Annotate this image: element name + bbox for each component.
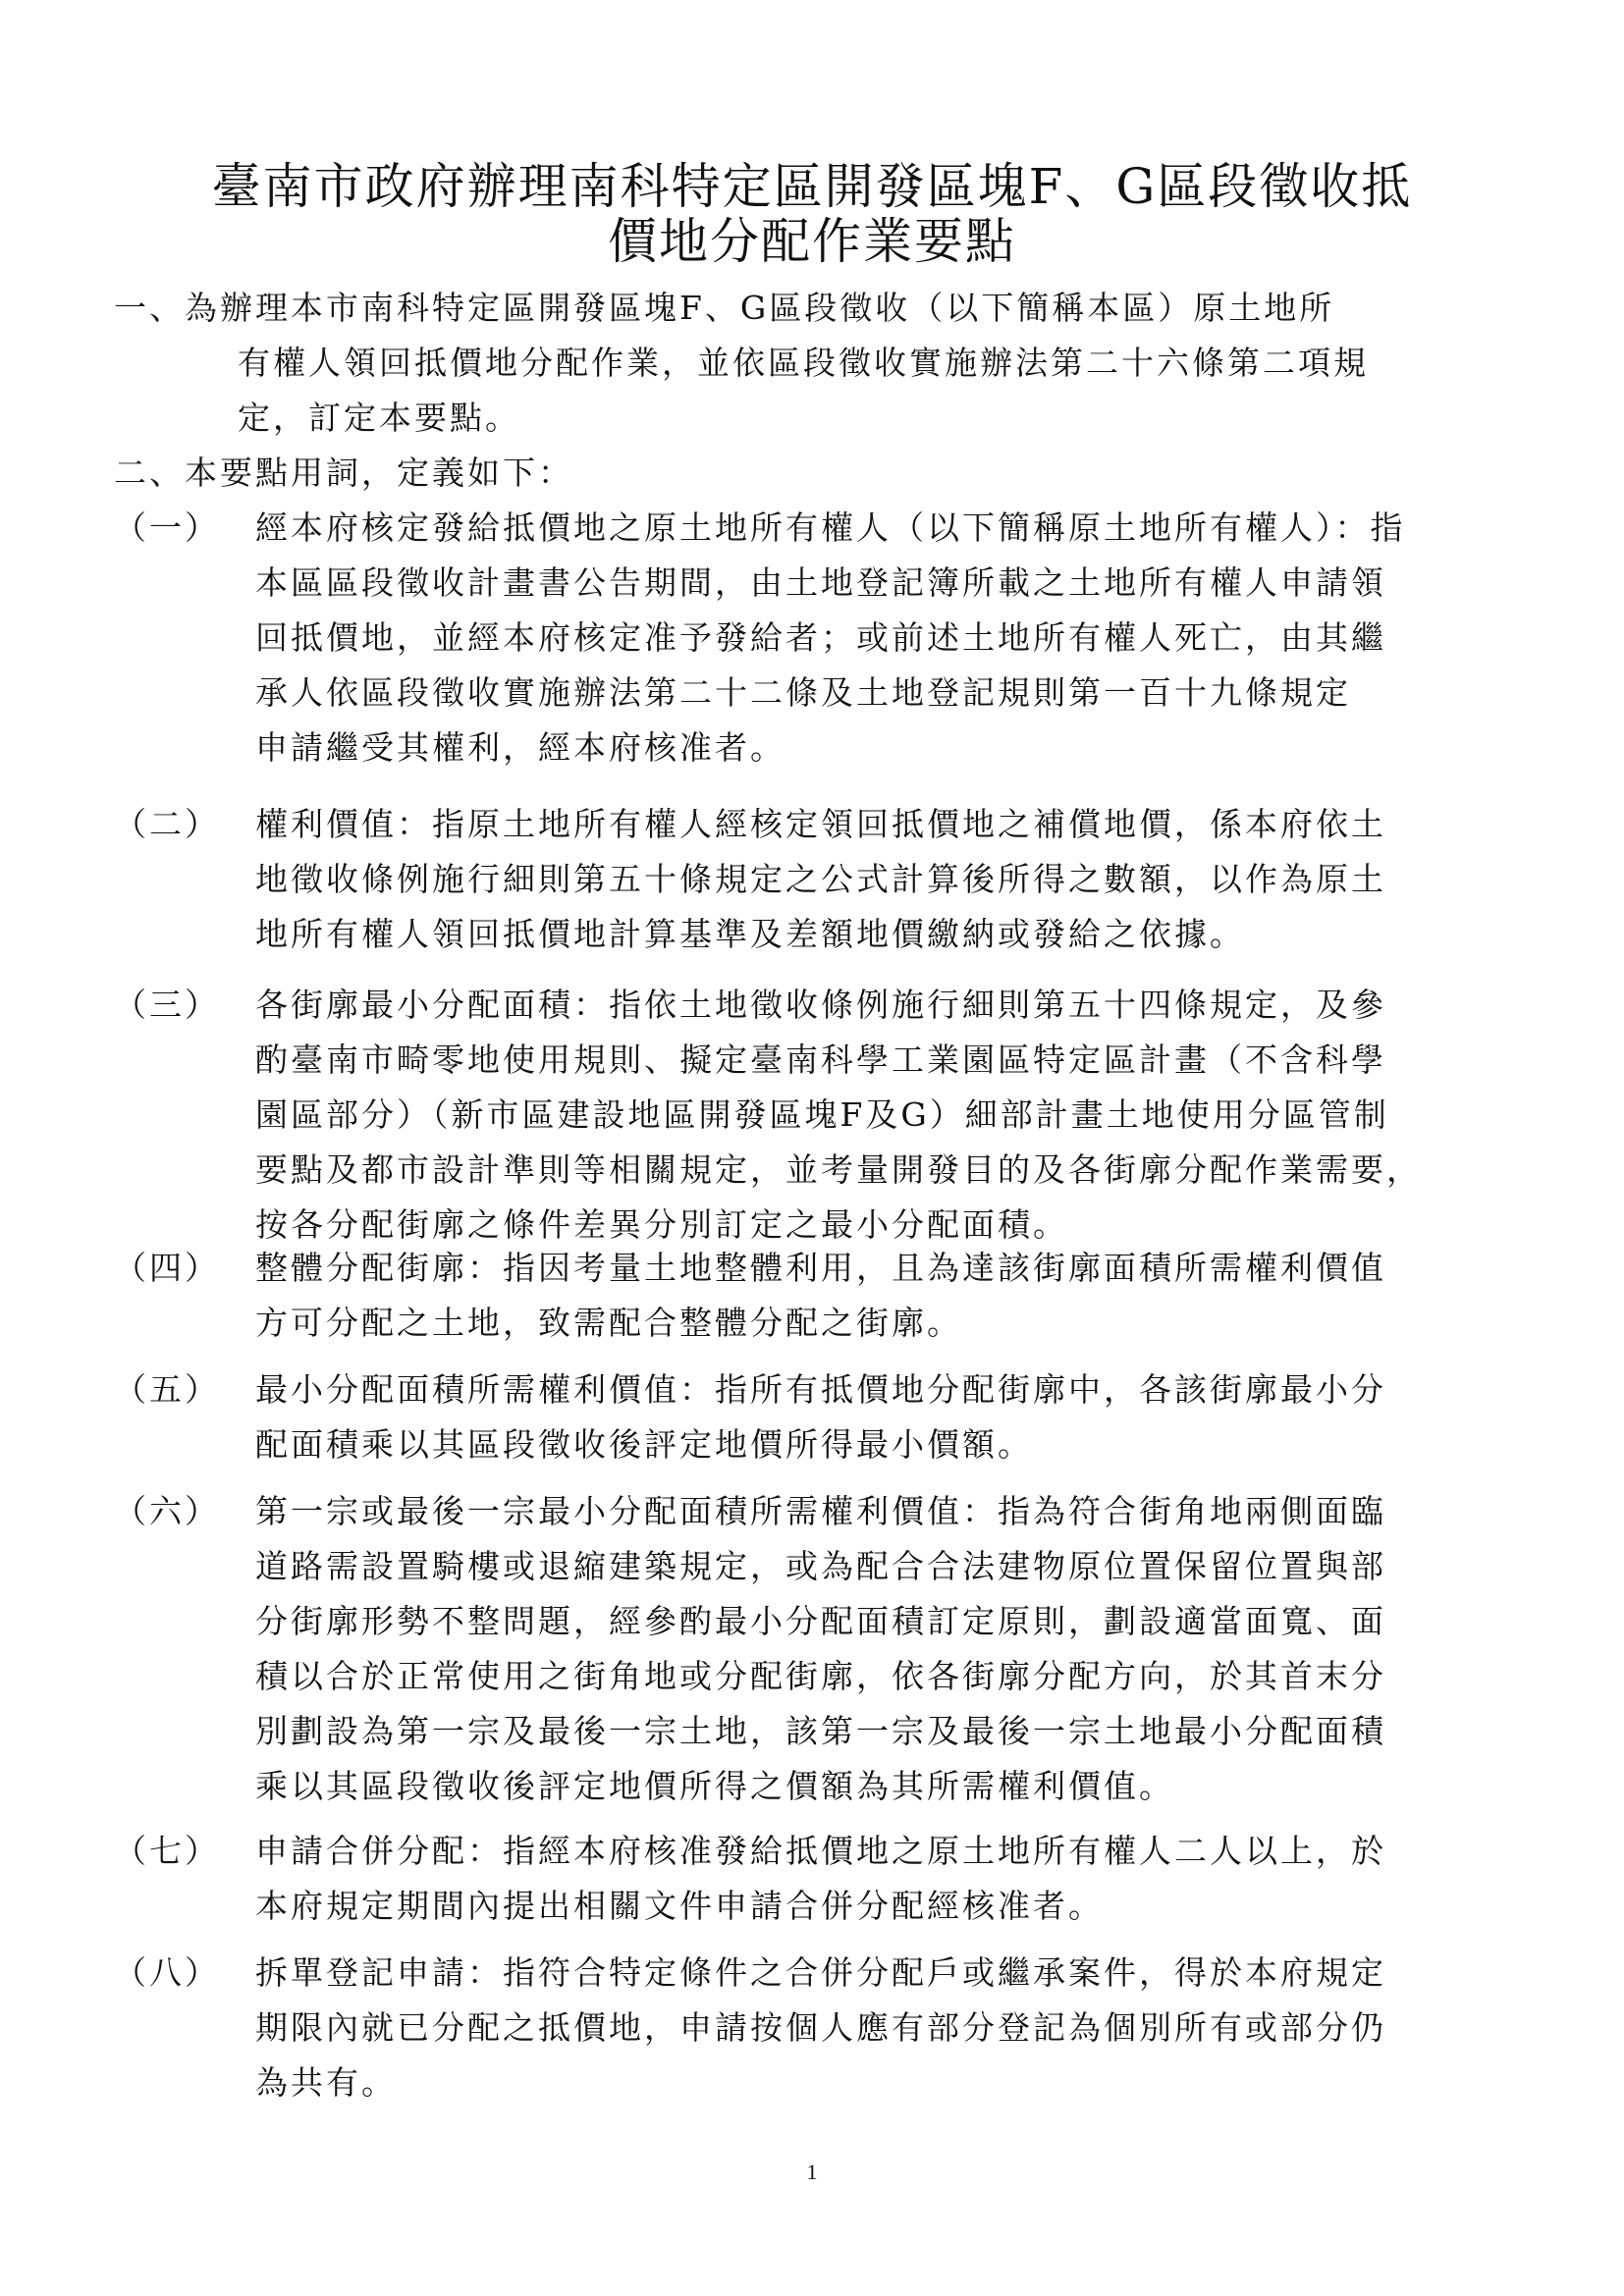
definition-5-line-1: 最小分配面積所需權利價值：指所有抵價地分配街廓中，各該街廓最小分 (255, 1370, 1386, 1409)
definition-6-line-6: 乘以其區段徵收後評定地價所得之價額為其所需權利價值。 (255, 1767, 1174, 1805)
definition-6-line-4: 積以合於正常使用之街角地或分配街廓，依各街廓分配方向，於其首末分 (255, 1657, 1386, 1695)
definition-8-marker: （八） (114, 1953, 220, 1992)
section-1-marker: 一、 (114, 289, 185, 327)
definition-6-marker: （六） (114, 1492, 220, 1530)
definition-6-line-3: 分街廓形勢不整問題，經參酌最小分配面積訂定原則，劃設適當面寬、面 (255, 1602, 1386, 1640)
definition-1-line-4: 承人依區段徵收實施辦法第二十二條及土地登記規則第一百十九條規定 (255, 673, 1351, 712)
definition-7-marker: （七） (114, 1832, 220, 1870)
definition-4-line-1: 整體分配街廓：指因考量土地整體利用，且為達該街廓面積所需權利價值 (255, 1249, 1386, 1287)
definition-1-marker: （一） (114, 508, 220, 547)
definition-3-line-5: 按各分配街廓之條件差異分別訂定之最小分配面積。 (255, 1205, 1068, 1244)
definition-6-line-2: 道路需設置騎樓或退縮建築規定，或為配合合法建物原位置保留位置與部 (255, 1547, 1386, 1585)
section-1-line-3: 定，訂定本要點。 (238, 399, 520, 437)
definition-2-line-1: 權利價值：指原土地所有權人經核定領回抵價地之補償地價，係本府依土 (255, 805, 1386, 843)
page-number: 1 (806, 2160, 818, 2184)
definition-2-line-2: 地徵收條例施行細則第五十條規定之公式計算後所得之數額，以作為原土 (255, 860, 1386, 898)
section-1-line-1: 為辦理本市南科特定區開發區塊F、G區段徵收（以下簡稱本區）原土地所 (185, 289, 1335, 327)
definition-7-line-1: 申請合併分配：指經本府核准發給抵價地之原土地所有權人二人以上，於 (255, 1832, 1386, 1870)
definition-8-line-3: 為共有。 (255, 2063, 397, 2102)
definition-1-line-5: 申請繼受其權利，經本府核准者。 (255, 728, 785, 767)
definition-2-marker: （二） (114, 805, 220, 843)
section-1-line-2: 有權人領回抵價地分配作業，並依區段徵收實施辦法第二十六條第二項規 (238, 344, 1369, 382)
definition-8-line-2: 期限內就已分配之抵價地，申請按個人應有部分登記為個別所有或部分仍 (255, 2008, 1386, 2047)
definition-4-line-2: 方可分配之土地，致需配合整體分配之街廓。 (255, 1304, 962, 1342)
document-title-line-1: 臺南市政府辦理南科特定區開發區塊F、G區段徵收抵 (211, 158, 1413, 215)
definition-1-line-2: 本區區段徵收計畫書公告期間，由土地登記簿所載之土地所有權人申請領 (255, 563, 1386, 602)
definition-7-line-2: 本府規定期間內提出相關文件申請合併分配經核准者。 (255, 1887, 1104, 1925)
definition-4-marker: （四） (114, 1249, 220, 1287)
definition-3-line-1: 各街廓最小分配面積：指依土地徵收條例施行細則第五十四條規定，及參 (255, 986, 1386, 1024)
section-2-marker: 二、 (114, 454, 185, 492)
definition-5-marker: （五） (114, 1370, 220, 1409)
definition-3-marker: （三） (114, 986, 220, 1024)
definition-3-line-2: 酌臺南市畸零地使用規則、擬定臺南科學工業園區特定區計畫（不含科學 (255, 1041, 1386, 1079)
definition-6-line-5: 別劃設為第一宗及最後一宗土地，該第一宗及最後一宗土地最小分配面積 (255, 1712, 1386, 1750)
definition-1-line-3: 回抵價地，並經本府核定准予發給者；或前述土地所有權人死亡，由其繼 (255, 618, 1386, 657)
definition-3-line-3: 園區部分）（新市區建設地區開發區塊F及G）細部計畫土地使用分區管制 (255, 1095, 1389, 1134)
definition-1-line-1: 經本府核定發給抵價地之原土地所有權人（以下簡稱原土地所有權人）：指 (255, 508, 1406, 547)
section-2-line-1: 本要點用詞，定義如下： (185, 454, 573, 492)
definition-3-line-4: 要點及都市設計準則等相關規定，並考量開發目的及各街廓分配作業需要， (255, 1150, 1422, 1189)
document-title-line-2: 價地分配作業要點 (608, 213, 1016, 270)
definition-5-line-2: 配面積乘以其區段徵收後評定地價所得最小價額。 (255, 1425, 1033, 1464)
definition-8-line-1: 拆單登記申請：指符合特定條件之合併分配戶或繼承案件，得於本府規定 (255, 1953, 1386, 1992)
definition-2-line-3: 地所有權人領回抵價地計算基準及差額地價繳納或發給之依據。 (255, 915, 1245, 953)
definition-6-line-1: 第一宗或最後一宗最小分配面積所需權利價值：指為符合街角地兩側面臨 (255, 1492, 1386, 1530)
